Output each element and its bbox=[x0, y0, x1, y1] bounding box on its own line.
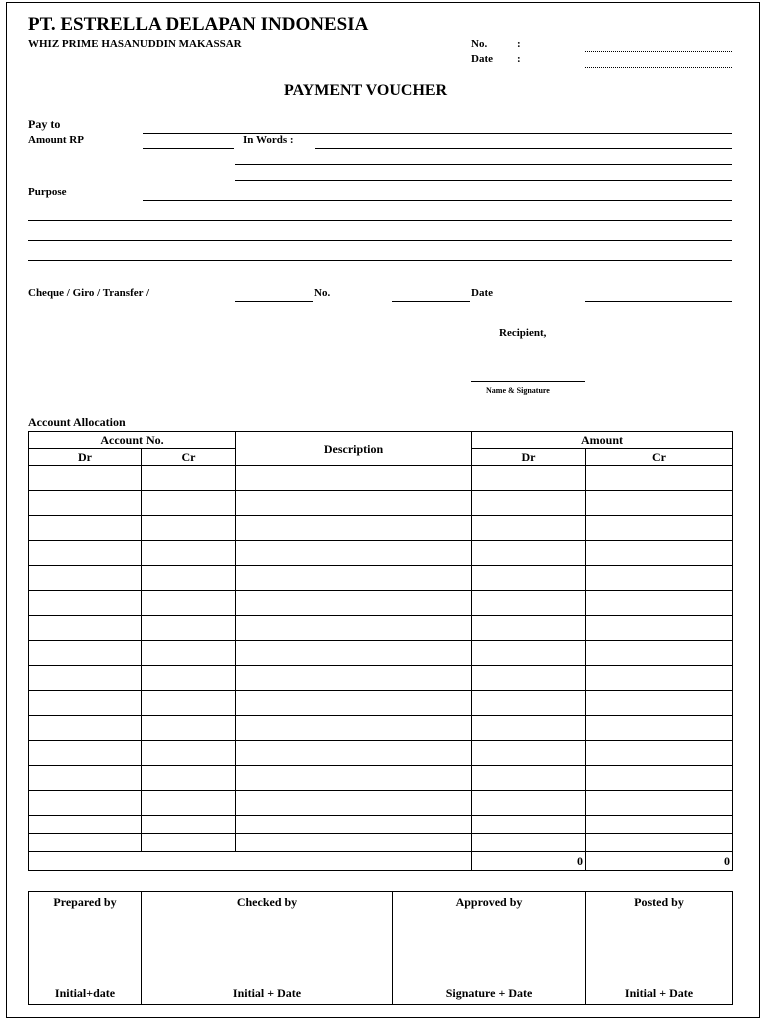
pay-to-field[interactable] bbox=[143, 133, 732, 134]
table-row bbox=[29, 641, 733, 666]
purpose-line-2[interactable] bbox=[28, 220, 732, 221]
table-row bbox=[29, 816, 733, 834]
total-row bbox=[29, 852, 733, 871]
recipient-label: Recipient, bbox=[499, 327, 547, 339]
prepared-by-label: Prepared by bbox=[53, 895, 117, 909]
allocation-title: Account Allocation bbox=[28, 415, 126, 429]
table-row bbox=[29, 716, 733, 741]
table-row bbox=[29, 516, 733, 541]
posted-by-label: Posted by bbox=[634, 895, 684, 909]
purpose-label: Purpose bbox=[28, 186, 67, 198]
voucher-no-label: No. bbox=[471, 38, 488, 50]
company-name: PT. ESTRELLA DELAPAN INDONESIA bbox=[28, 14, 369, 35]
approved-by-note: Signature + Date bbox=[445, 986, 533, 1000]
table-row bbox=[29, 691, 733, 716]
description-header: Description bbox=[236, 432, 472, 466]
table-row bbox=[29, 566, 733, 591]
account-dr-header: Dr bbox=[29, 449, 142, 466]
voucher-no-colon: : bbox=[517, 38, 521, 50]
checked-by-note: Initial + Date bbox=[232, 986, 302, 1000]
table-row bbox=[29, 766, 733, 791]
amount-dr-header: Dr bbox=[472, 449, 586, 466]
page-title: PAYMENT VOUCHER bbox=[284, 82, 448, 99]
table-row bbox=[29, 666, 733, 691]
amount-cr-header: Cr bbox=[586, 449, 733, 466]
amount-field[interactable] bbox=[143, 148, 234, 149]
table-row bbox=[29, 741, 733, 766]
prepared-by-note: Initial+date bbox=[54, 986, 116, 1000]
cheque-no-field[interactable] bbox=[392, 301, 470, 302]
cheque-type-field[interactable] bbox=[235, 301, 313, 302]
table-row bbox=[29, 616, 733, 641]
pay-to-label: Pay to bbox=[28, 117, 61, 131]
amount-header: Amount bbox=[472, 432, 733, 449]
table-row bbox=[29, 491, 733, 516]
recipient-caption: Name & Signature bbox=[486, 386, 550, 395]
purpose-field[interactable] bbox=[143, 200, 732, 201]
purpose-line-3[interactable] bbox=[28, 240, 732, 241]
purpose-line-4[interactable] bbox=[28, 260, 732, 261]
account-cr-header: Cr bbox=[142, 449, 236, 466]
total-dr-value: 0 bbox=[472, 852, 586, 871]
checked-by-label: Checked by bbox=[236, 895, 298, 909]
cheque-no-label: No. bbox=[314, 287, 331, 299]
amount-label: Amount RP bbox=[28, 134, 84, 146]
checked-by-box[interactable] bbox=[142, 892, 393, 1005]
in-words-line-3[interactable] bbox=[235, 180, 732, 181]
table-row bbox=[29, 791, 733, 816]
cheque-date-label: Date bbox=[471, 287, 493, 299]
prepared-by-box[interactable] bbox=[29, 892, 142, 1005]
voucher-date-label: Date bbox=[471, 53, 493, 65]
allocation-table bbox=[28, 431, 733, 871]
posted-by-note: Initial + Date bbox=[624, 986, 694, 1000]
voucher-date-field[interactable] bbox=[585, 67, 732, 68]
in-words-field[interactable] bbox=[315, 148, 732, 149]
table-row bbox=[29, 834, 733, 852]
in-words-line-2[interactable] bbox=[235, 164, 732, 165]
approved-by-label: Approved by bbox=[455, 895, 523, 909]
approved-by-box[interactable] bbox=[393, 892, 586, 1005]
posted-by-box[interactable] bbox=[586, 892, 733, 1005]
in-words-label: In Words : bbox=[243, 134, 294, 146]
voucher-date-colon: : bbox=[517, 53, 521, 65]
table-row bbox=[29, 466, 733, 491]
table-row bbox=[29, 541, 733, 566]
cheque-label: Cheque / Giro / Transfer / bbox=[28, 287, 150, 299]
company-address: WHIZ PRIME HASANUDDIN MAKASSAR bbox=[28, 38, 242, 50]
account-no-header: Account No. bbox=[29, 432, 236, 449]
cheque-date-field[interactable] bbox=[585, 301, 732, 302]
table-row bbox=[29, 591, 733, 616]
voucher-no-field[interactable] bbox=[585, 51, 732, 52]
recipient-signature-line[interactable] bbox=[471, 381, 585, 382]
signoff-table bbox=[28, 891, 733, 1005]
total-cr-value: 0 bbox=[586, 852, 733, 871]
